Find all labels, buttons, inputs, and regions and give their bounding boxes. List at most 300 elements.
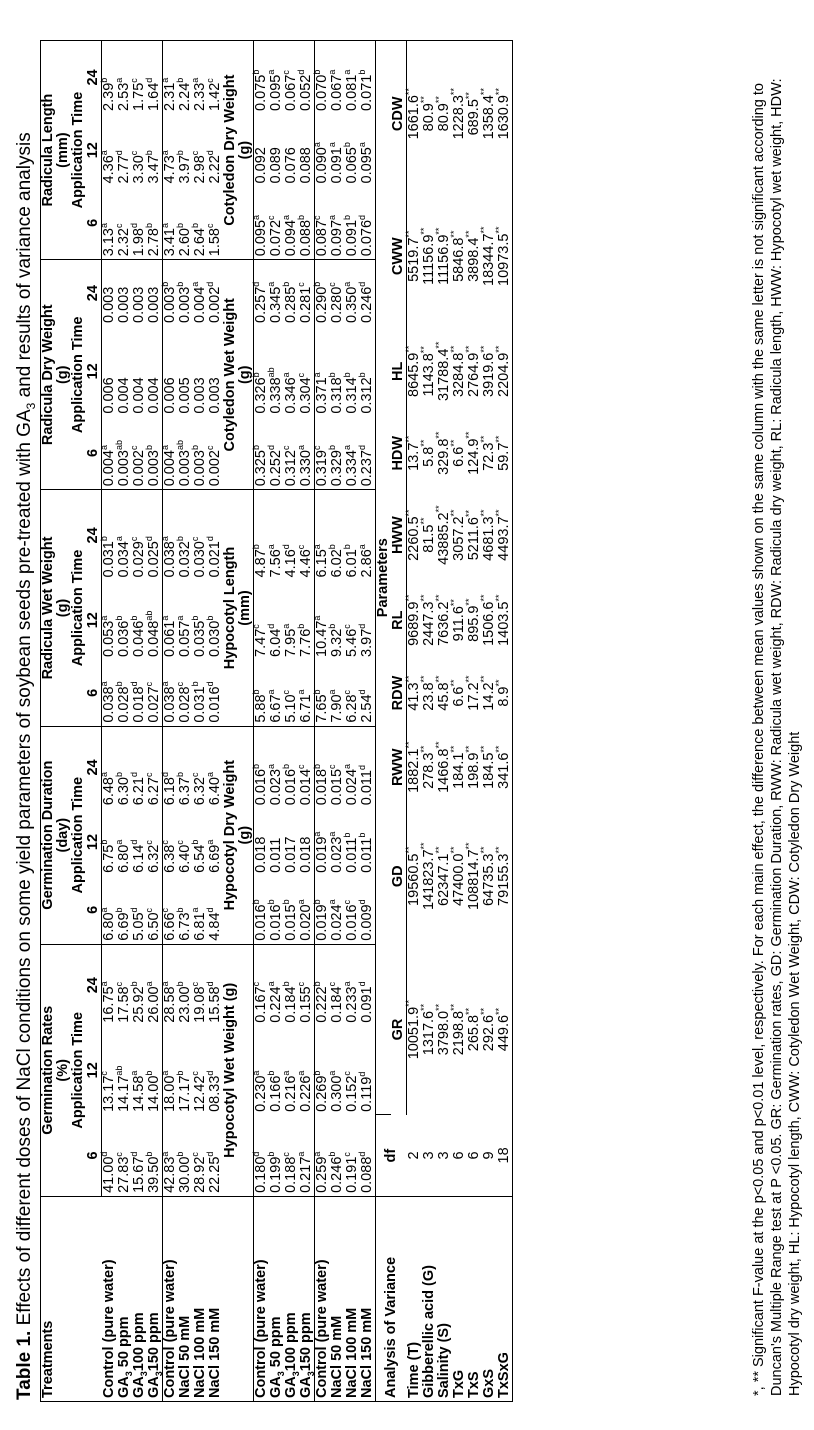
anova-value: 59.7**: [494, 435, 512, 471]
treatments-header: Treatments: [40, 1320, 56, 1398]
cell-value: 0.180$^d$: [251, 1151, 269, 1193]
application-time-header: Application Time: [70, 91, 86, 209]
cell-value: 2.77$^d$: [114, 150, 132, 184]
group-header: Germination Rates: [40, 1005, 56, 1135]
cell-value: 0.088$^b$: [296, 214, 314, 257]
anova-value: 7636.2**: [434, 594, 452, 646]
time-header: 6: [85, 905, 101, 914]
cell-value: 6.14$^d$: [129, 839, 147, 873]
cell-value: 6.32$^c$: [190, 772, 208, 806]
cell-value: 0.024$^a$: [327, 899, 345, 941]
cell-value: 7.47$^c$: [251, 624, 269, 657]
anova-value: 47400.0**: [449, 846, 467, 906]
cell-value: 0.092: [253, 147, 269, 184]
cell-value: 6.28$^c$: [342, 689, 360, 723]
cell-value: 0.016$^b$: [281, 763, 299, 806]
anova-value: 11156.9**: [434, 227, 452, 285]
cell-value: 0.095$^a$: [251, 214, 269, 257]
table-row: [407, 41, 513, 1402]
anova-value: 14.2**: [479, 675, 497, 711]
cell-value: 6.32$^c$: [144, 840, 162, 873]
cell-value: 6.48$^a$: [99, 772, 117, 806]
time-header: 6: [85, 1151, 101, 1160]
table-row: [163, 41, 224, 1402]
application-time-header: Application Time: [70, 549, 86, 667]
cell-value: 0.334$^a$: [342, 444, 360, 487]
cell-value: 3.13$^a$: [99, 223, 117, 257]
results-table: [40, 40, 513, 1402]
cell-value: 0.024$^a$: [342, 763, 360, 806]
caption-text: Effects of different doses of NaCl conditions on some yield parameters of soybean seeds pre-treated with GA: [14, 409, 35, 1326]
cell-value: 0.222$^b$: [312, 981, 330, 1023]
anova-title: Analysis of Variance: [382, 1256, 399, 1398]
group-header: Radicula Wet Weight: [40, 536, 56, 680]
cell-value: 6.80$^a$: [114, 839, 132, 873]
cell-value: 0.032$^b$: [175, 536, 193, 578]
anova-column-header: RDW: [390, 675, 406, 711]
cell-value: 2.22$^d$: [205, 150, 223, 184]
cell-value: 13.17$^c$: [99, 1071, 117, 1112]
cell-value: 6.18$^d$: [160, 772, 178, 806]
cell-value: 4.73$^a$: [160, 150, 178, 184]
cell-value: 6.71$^a$: [296, 689, 314, 723]
group-header: Cotyledon Wet Weight: [222, 298, 238, 452]
cell-value: 0.217$^a$: [296, 1151, 314, 1193]
cell-value: 0.371$^a$: [312, 372, 330, 414]
group-unit: (mm): [55, 132, 71, 168]
cell-value: 0.257$^d$: [251, 281, 269, 323]
anova-source: GxS: [480, 1368, 497, 1398]
cell-value: 0.003: [207, 377, 223, 414]
anova-value: 3919.6**: [479, 345, 497, 397]
cell-value: 0.199$^b$: [266, 1151, 284, 1193]
cell-value: 0.269$^b$: [312, 1070, 330, 1112]
anova-value: 13.7**: [404, 435, 422, 471]
cell-value: 0.318$^b$: [327, 372, 345, 414]
cell-value: 0.003$^b$: [190, 444, 208, 487]
cell-value: 0.031$^b$: [190, 681, 208, 723]
group-header: Hypocotyl Length: [222, 546, 238, 670]
cell-value: 0.191$^c$: [342, 1152, 360, 1193]
cell-value: 0.004: [146, 377, 162, 414]
cell-value: 0.031$^b$: [99, 536, 117, 578]
cell-value: 0.325$^b$: [251, 444, 269, 487]
cell-value: 7.56$^a$: [266, 544, 284, 578]
anova-source: TxSxG: [495, 1352, 512, 1398]
cell-value: 28.58$^a$: [160, 981, 178, 1023]
anova-value: 1143.8**: [419, 346, 437, 397]
cell-value: 1.75$^c$: [129, 78, 147, 111]
cell-value: 6.75$^b$: [99, 839, 117, 873]
cell-value: 6.37$^b$: [175, 772, 193, 806]
anova-value: 689.5**: [464, 92, 482, 136]
cell-value: 6.67$^a$: [266, 689, 284, 723]
cell-value: 0.028$^c$: [175, 681, 193, 723]
anova-source: Time (T): [405, 1341, 422, 1398]
group-unit: (g): [55, 365, 71, 385]
anova-value: 1228.3**: [449, 88, 467, 140]
cell-value: 0.167$^c$: [251, 981, 269, 1023]
cell-value: 0.011$^b$: [357, 832, 375, 873]
anova-value: 5.8**: [419, 439, 437, 467]
cell-value: 0.006: [162, 377, 178, 414]
cell-value: 2.78$^b$: [144, 223, 162, 257]
cell-value: 15.67$^d$: [129, 1151, 147, 1193]
cell-value: 0.048$^{ab}$: [144, 610, 162, 657]
anova-column-header: CDW: [390, 96, 406, 132]
cell-value: 5.05$^d$: [129, 907, 147, 941]
anova-value: 10051.9**: [404, 999, 422, 1060]
application-time-header: Application Time: [70, 1012, 86, 1129]
cell-value: 0.071$^b$: [357, 69, 375, 111]
caption-text-end: and results of variance analysis: [14, 132, 35, 403]
treatment-label: NaCl 150 mM: [207, 1307, 223, 1398]
treatment-label: NaCl 100 mM: [192, 1307, 208, 1398]
cell-value: 0.005: [177, 377, 193, 414]
anova-value: 278.3**: [419, 745, 437, 789]
time-header: 6: [85, 688, 101, 697]
cell-value: 2.54$^d$: [357, 689, 375, 723]
anova-column-header: GD: [390, 865, 406, 888]
cell-value: 0.016$^d$: [205, 681, 223, 723]
treatment-label: $GA_3100$ ppm: [130, 1312, 149, 1398]
cell-value: 0.091$^a$: [327, 142, 345, 184]
anova-value: 10973.5**: [494, 226, 512, 286]
cell-value: 0.009$^d$: [357, 899, 375, 941]
cell-value: 0.246$^b$: [327, 1151, 345, 1193]
cell-value: 0.028$^b$: [114, 681, 132, 723]
cell-value: 0.319$^c$: [312, 445, 330, 487]
cell-value: 12.42$^c$: [190, 1071, 208, 1112]
table-row: [102, 41, 163, 1402]
cell-value: 0.345$^a$: [266, 281, 284, 323]
cell-value: 0.075$^b$: [251, 69, 269, 111]
anova-value: 1358.4**: [479, 88, 497, 140]
cell-value: 0.004$^a$: [99, 444, 117, 487]
cell-value: 6.15$^a$: [312, 544, 330, 578]
time-header: 24: [85, 759, 101, 776]
cell-value: 6.27$^c$: [144, 772, 162, 806]
anova-value: 9689.9**: [404, 594, 422, 646]
cell-value: 17.17$^b$: [175, 1070, 193, 1112]
cell-value: 14.17$^{ab}$: [114, 1065, 132, 1112]
cell-value: 0.094$^a$: [281, 214, 299, 257]
cell-value: 0.095$^a$: [266, 69, 284, 111]
anova-source: Salinity (S): [435, 1323, 452, 1398]
cell-value: 5.10$^c$: [281, 689, 299, 723]
cell-value: 0.076: [283, 147, 299, 184]
cell-value: 2.53$^a$: [114, 77, 132, 111]
cell-value: 9.32$^b$: [327, 623, 345, 657]
cell-value: 0.076$^d$: [357, 214, 375, 257]
df-header: df: [382, 1148, 399, 1163]
time-header: 6: [85, 448, 101, 458]
cell-value: 0.095$^a$: [357, 142, 375, 184]
caption-label: Table 1.: [14, 1330, 35, 1400]
group-unit: (g): [55, 598, 71, 618]
cell-value: 6.54$^b$: [190, 839, 208, 873]
cell-value: 0.065$^b$: [342, 142, 360, 184]
anova-value: 5519.7**: [404, 230, 422, 282]
anova-value: 1506.6**: [479, 594, 497, 646]
treatment-label: Control (pure water): [253, 1259, 269, 1398]
anova-value: 5211.6**: [464, 509, 482, 561]
anova-value: 292.6**: [479, 1007, 497, 1052]
cell-value: 0.350$^a$: [342, 281, 360, 323]
anova-value: 19560.5**: [404, 846, 422, 906]
cell-value: 6.81$^a$: [190, 907, 208, 941]
time-header: 12: [85, 833, 101, 851]
anova-df: 18: [495, 1147, 512, 1164]
cell-value: 0.155$^c$: [296, 981, 314, 1023]
anova-column-header: RWW: [390, 748, 406, 787]
cell-value: 0.326$^b$: [251, 372, 269, 414]
cell-value: 6.02$^b$: [327, 544, 345, 578]
group-header: Hypocotyl Dry Weight: [222, 759, 238, 911]
cell-value: 0.312$^c$: [281, 445, 299, 487]
treatment-label: $GA_3150$ ppm: [145, 1312, 164, 1398]
cell-value: 0.230$^a$: [251, 1070, 269, 1112]
cell-value: 0.070$^b$: [312, 69, 330, 111]
group-unit: (mm): [237, 590, 253, 626]
treatment-label: NaCl 50 mM: [329, 1315, 345, 1398]
cell-value: 6.30$^b$: [114, 772, 132, 806]
cell-value: 6.40$^c$: [175, 840, 193, 873]
cell-value: 0.304$^c$: [296, 372, 314, 414]
anova-value: 911.6**: [449, 599, 467, 642]
anova-value: 8645.9**: [404, 345, 422, 397]
cell-value: 2.98$^c$: [190, 150, 208, 184]
treatment-label: NaCl 150 mM: [359, 1307, 375, 1398]
cell-value: 3.47$^b$: [144, 150, 162, 184]
time-header: 24: [85, 285, 101, 302]
cell-value: 0.021$^d$: [205, 536, 223, 578]
cell-value: 0.314$^b$: [342, 372, 360, 414]
cell-value: 4.46$^c$: [296, 544, 314, 578]
cell-value: 0.038$^a$: [160, 681, 178, 723]
cell-value: 0.004$^a$: [190, 281, 208, 323]
cell-value: 0.018: [253, 836, 269, 873]
anova-value: 64735.3**: [479, 846, 497, 906]
group-header: Radicula Dry Weight: [40, 304, 56, 446]
cell-value: 6.50$^c$: [144, 907, 162, 941]
cell-value: 0.015$^b$: [281, 899, 299, 941]
anova-value: 3284.8**: [449, 345, 467, 397]
cell-value: 0.034$^a$: [114, 536, 132, 578]
time-header: 6: [85, 218, 101, 227]
anova-value: 1466.8**: [434, 741, 452, 793]
cell-value: 6.69$^a$: [205, 839, 223, 873]
cell-value: 0.061$^a$: [160, 615, 178, 657]
anova-value: 2198.8**: [449, 1003, 467, 1056]
anova-value: 3898.4**: [464, 230, 482, 282]
cell-value: 0.330$^a$: [296, 444, 314, 487]
cell-value: 1.64$^d$: [144, 77, 162, 111]
cell-value: 2.86$^a$: [357, 544, 375, 578]
cell-value: 0.246$^d$: [357, 281, 375, 323]
cell-value: 0.030$^c$: [190, 536, 208, 578]
cell-value: 6.38$^c$: [160, 840, 178, 873]
anova-value: 265.8**: [464, 1007, 482, 1052]
anova-value: 1882.1**: [404, 741, 422, 793]
cell-value: 0.003$^b$: [144, 444, 162, 487]
anova-value: 79155.3**: [494, 846, 512, 906]
anova-value: 2260.5**: [404, 509, 422, 561]
treatment-label: $GA_3150$ ppm: [298, 1312, 316, 1398]
anova-df: 6: [465, 1151, 482, 1160]
anova-df: 2: [405, 1151, 422, 1160]
cell-value: 0.346$^a$: [281, 372, 299, 414]
cell-value: 0.011: [268, 837, 284, 873]
group-unit: (g): [237, 140, 253, 160]
cell-value: 0.046$^b$: [129, 615, 147, 657]
time-header: 12: [85, 612, 101, 629]
table-row: [254, 41, 315, 1402]
cell-value: 0.097$^a$: [327, 214, 345, 257]
footnote: *, ** Significant F-value at the p<0.05 and p<0.01 level, respectively. For each main effect, the difference between mean values shown on the same column with the same letter is not significant according to Duncan's Multiple Range test at P <0.05. GR: Germination rates, GD: Germination Duration, RWW: Radicula wet weight, RDW: Radicula dry weight, RL: Radicula length, HWW: Hypocotyl wet weight, HDW: Hypocotyl dry weight, HL: Hypocotyl length, CWW: Cotyledon Wet Weight, CDW: Cotyledon Dry Weight: [751, 78, 803, 1396]
anova-value: 108814.7**: [464, 842, 482, 910]
anova-column-header: HL: [390, 361, 406, 381]
cell-value: 0.004: [131, 377, 147, 414]
anova-value: 23.8**: [419, 675, 437, 711]
anova-value: 4493.7**: [494, 509, 512, 561]
anova-value: 62347.1**: [434, 846, 452, 906]
anova-value: 895.9**: [464, 598, 482, 642]
cell-value: 0.011$^b$: [342, 832, 360, 873]
anova-value: 2764.9**: [464, 345, 482, 397]
anova-value: 2204.9**: [494, 345, 512, 397]
cell-value: 0.072$^c$: [266, 215, 284, 257]
cell-value: 2.32$^c$: [114, 223, 132, 257]
cell-value: 0.016$^c$: [342, 899, 360, 941]
group-unit: (day): [55, 817, 71, 853]
anova-column-header: GR: [390, 1018, 406, 1041]
cell-value: 0.027$^c$: [144, 681, 162, 723]
anova-value: 141823.7**: [419, 842, 437, 910]
cell-value: 6.01$^b$: [342, 544, 360, 578]
cell-value: 6.80$^a$: [99, 907, 117, 941]
cell-value: 0.002$^c$: [129, 445, 147, 487]
cell-value: 0.038$^a$: [160, 536, 178, 578]
cell-value: 0.166$^b$: [266, 1070, 284, 1112]
anova-value: 41.3**: [404, 675, 422, 711]
anova-df: 3: [435, 1151, 452, 1160]
anova-source: TxS: [465, 1371, 482, 1398]
cell-value: 3.97$^d$: [357, 623, 375, 657]
cell-value: 0.035$^b$: [190, 615, 208, 657]
treatment-label: NaCl 50 mM: [177, 1315, 193, 1398]
anova-value: 31788.4**: [434, 341, 452, 402]
anova-value: 124.9**: [464, 431, 482, 475]
cell-value: 1.42$^c$: [205, 78, 223, 111]
parameters-header: Parameters: [375, 538, 391, 618]
cell-value: 0.216$^a$: [281, 1070, 299, 1112]
group-header: Cotyledon Dry Weight: [222, 74, 238, 226]
anova-value: 45.8**: [434, 675, 452, 711]
treatment-label: Control (pure water): [162, 1259, 178, 1398]
cell-value: 0.184$^b$: [281, 981, 299, 1023]
anova-source: TxG: [450, 1369, 467, 1398]
cell-value: 0.119$^d$: [357, 1071, 375, 1112]
cell-value: 2.33$^a$: [190, 77, 208, 111]
application-time-header: Application Time: [70, 316, 86, 434]
cell-value: 16.75$^a$: [99, 981, 117, 1023]
cell-value: 3.41$^a$: [160, 223, 178, 257]
cell-value: 0.003: [146, 286, 162, 323]
anova-value: 2447.3**: [419, 594, 437, 646]
cell-value: 0.003: [116, 286, 132, 323]
cell-value: 0.020$^a$: [296, 899, 314, 941]
anova-value: 4681.3**: [479, 509, 497, 561]
anova-value: 80.9**: [419, 96, 437, 132]
cell-value: 0.067$^c$: [281, 70, 299, 111]
cell-value: 0.226$^a$: [296, 1070, 314, 1112]
cell-value: 0.090$^a$: [312, 142, 330, 184]
cell-value: 19.08$^c$: [190, 981, 208, 1023]
anova-value: 5846.8**: [449, 230, 467, 282]
cell-value: 3.30$^c$: [129, 150, 147, 184]
table-caption: [14, 132, 38, 1400]
cell-value: 0.053$^a$: [99, 615, 117, 657]
anova-value: 1317.6**: [419, 1003, 437, 1056]
time-header: 24: [85, 977, 101, 994]
cell-value: 0.259$^a$: [312, 1151, 330, 1193]
anova-value: 1403.5**: [494, 594, 512, 646]
anova-df: 6: [450, 1151, 467, 1160]
cell-value: 25.92$^b$: [129, 981, 147, 1023]
cell-value: 0.089: [268, 147, 284, 184]
cell-value: 5.46$^c$: [342, 624, 360, 657]
anova-column-header: RL: [390, 610, 406, 630]
cell-value: 0.188$^c$: [281, 1152, 299, 1193]
cell-value: 0.036$^b$: [114, 615, 132, 657]
cell-value: 0.184$^c$: [327, 981, 345, 1023]
time-header: 12: [85, 1062, 101, 1079]
cell-value: 0.019$^a$: [312, 831, 330, 873]
cell-value: 0.224$^a$: [266, 981, 284, 1023]
cell-value: 0.280$^c$: [327, 282, 345, 323]
cell-value: 0.003$^{ab}$: [114, 439, 132, 487]
cell-value: 2.64$^b$: [190, 223, 208, 257]
cell-value: 0.290$^b$: [312, 281, 330, 323]
anova-value: 184.1**: [449, 745, 467, 789]
cell-value: 0.018$^b$: [312, 763, 330, 806]
cell-value: 0.003: [131, 286, 147, 323]
cell-value: 7.76$^b$: [296, 623, 314, 657]
cell-value: 4.36$^a$: [99, 150, 117, 184]
anova-value: 43885.2**: [434, 505, 452, 565]
cell-value: 0.006: [101, 377, 117, 414]
cell-value: 0.252$^d$: [266, 444, 284, 487]
cell-value: 0.004: [116, 377, 132, 414]
cell-value: 0.025$^d$: [144, 536, 162, 578]
treatment-label: $GA_3$ 50 ppm: [268, 1316, 286, 1398]
cell-value: 0.030$^b$: [205, 615, 223, 657]
group-unit: (%): [55, 1059, 71, 1082]
anova-source: Gibberellic acid (G): [420, 1265, 437, 1398]
cell-value: 6.66$^c$: [160, 907, 178, 941]
cell-value: 08.33$^d$: [205, 1070, 223, 1112]
anova-value: 3057.2**: [449, 509, 467, 561]
anova-value: 449.6**: [494, 1007, 512, 1052]
anova-value: 184.5**: [479, 745, 497, 789]
cell-value: 14.58$^a$: [129, 1070, 147, 1112]
group-header: Germination Duration: [40, 760, 56, 910]
cell-value: 22.25$^d$: [205, 1151, 223, 1193]
cell-value: 0.018: [298, 836, 314, 873]
cell-value: 39.50$^b$: [144, 1151, 162, 1193]
cell-value: 0.003$^b$: [160, 281, 178, 323]
